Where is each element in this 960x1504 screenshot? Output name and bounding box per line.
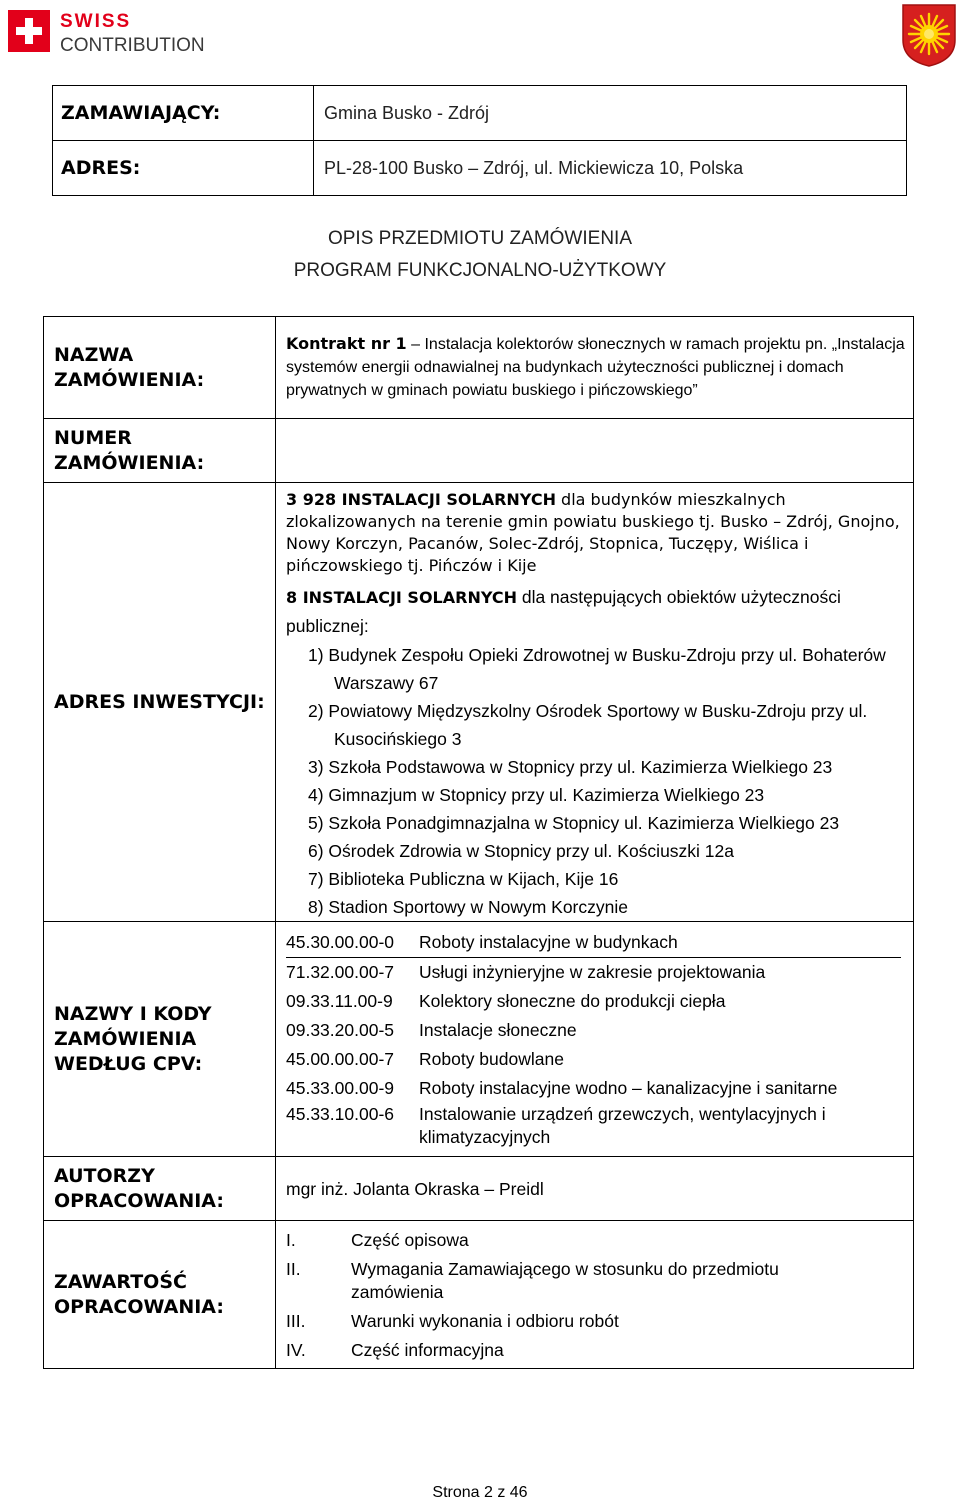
autorzy-label: AUTORZY OPRACOWANIA: (44, 1157, 276, 1221)
table-row (44, 483, 914, 922)
municipal-crest-sun-icon (900, 2, 958, 68)
autorzy-value: mgr inż. Jolanta Okraska – Preidl (276, 1157, 914, 1221)
public-installations-paragraph (286, 583, 907, 641)
table-row (44, 419, 914, 483)
cpv-code: 45.00.00.00-7 (286, 1049, 395, 1069)
cpv-item (286, 1103, 907, 1149)
cpv-code: 71.32.00.00-7 (286, 962, 395, 982)
zawartosc-label: ZAWARTOŚĆ OPRACOWANIA: (44, 1221, 276, 1369)
cpv-code: 09.33.11.00-9 (286, 991, 393, 1011)
logo-line-1: SWISS (60, 11, 132, 32)
cpv-name: Kolektory słoneczne do produkcji ciepła (419, 991, 726, 1011)
cpv-name: Roboty instalacyjne wodno – kanalizacyjne i sanitarne (419, 1078, 838, 1098)
cpv-name: Instalowanie urządzeń grzewczych, wentylacyjnych i klimatyzacyjnych (419, 1104, 826, 1147)
document-title: OPIS PRZEDMIOTU ZAMÓWIENIA (327, 228, 632, 249)
content-item-number: IV. (286, 1340, 306, 1360)
table-row (44, 1157, 914, 1221)
list-item: 2) Powiatowy Międzyszkolny Ośrodek Sportowy w Busku-Zdroju przy ul. Kusocińskiego 3 (308, 701, 868, 749)
contracting-authority-table (52, 85, 907, 196)
list-item: 8) Stadion Sportowy w Nowym Korczynie (308, 897, 628, 917)
swiss-contribution-logo (8, 8, 218, 56)
list-item: 5) Szkoła Ponadgimnazjalna w Stopnicy ul. Kazimierza Wielkiego 23 (308, 813, 840, 833)
numer-zamowienia-value (276, 419, 914, 483)
table-row (44, 922, 914, 1157)
cpv-code: 45.33.00.00-9 (286, 1078, 395, 1098)
adres-label: ADRES: (53, 141, 314, 196)
zamawiajacy-label: ZAMAWIAJĄCY: (53, 86, 314, 141)
cpv-name: Instalacje słoneczne (419, 1020, 577, 1040)
cpv-name: Usługi inżynieryjne w zakresie projektowania (419, 962, 766, 982)
cpv-item (286, 1016, 907, 1045)
cpv-item (286, 987, 907, 1016)
adres-inwestycji-label: ADRES INWESTYCJI: (44, 483, 276, 922)
nazwa-zamowienia-label: NAZWA ZAMÓWIENIA: (44, 317, 276, 419)
document-subtitle: PROGRAM FUNKCJONALNO-UŻYTKOWY (293, 260, 667, 281)
nazwa-zamowienia-value (276, 317, 914, 419)
public-installations-count: 8 INSTALACJI SOLARNYCH (286, 588, 517, 607)
zawartosc-list (276, 1221, 914, 1369)
contract-description: – Instalacja kolektorów słonecznych w ramach projektu pn. „Instalacja systemów energii odnawialnej na budynkach użyteczności publicznej i domach prywatnych w gminach powiatu buskiego i pińczowskiego” (286, 336, 905, 399)
table-row (44, 317, 914, 419)
order-details-table (43, 316, 914, 1369)
content-item-text: Wymagania Zamawiającego w stosunku do przedmiotu zamówienia (351, 1259, 779, 1302)
public-buildings-list (286, 641, 907, 921)
list-item: 1) Budynek Zespołu Opieki Zdrowotnej w Busku-Zdroju przy ul. Bohaterów Warszawy 67 (308, 645, 886, 693)
cpv-list (276, 922, 914, 1157)
list-item: 7) Biblioteka Publiczna w Kijach, Kije 16 (308, 869, 619, 889)
list-item: 6) Ośrodek Zdrowia w Stopnicy przy ul. Kościuszki 12a (308, 841, 734, 861)
table-row (53, 86, 907, 141)
table-row (44, 1221, 914, 1369)
content-item-number: I. (286, 1230, 296, 1250)
swiss-cross-icon (8, 10, 50, 52)
page-number: Strona 2 z 46 (432, 1484, 528, 1501)
content-item (286, 1339, 907, 1362)
cpv-name: Roboty instalacyjne w budynkach (419, 932, 678, 952)
content-item-number: III. (286, 1311, 306, 1331)
content-item-number: II. (286, 1259, 301, 1279)
cpv-name: Roboty budowlane (419, 1049, 564, 1069)
content-item (286, 1310, 907, 1333)
cpv-item (286, 928, 901, 958)
list-item: 4) Gimnazjum w Stopnicy przy ul. Kazimierza Wielkiego 23 (308, 785, 765, 805)
cpv-item (286, 1045, 907, 1074)
private-installations-count: 3 928 INSTALACJI SOLARNYCH (286, 490, 556, 509)
numer-zamowienia-label: NUMER ZAMÓWIENIA: (44, 419, 276, 483)
content-item (286, 1258, 907, 1304)
content-item (286, 1229, 907, 1252)
table-row (53, 141, 907, 196)
content-item-text: Warunki wykonania i odbioru robót (351, 1311, 619, 1331)
cpv-code: 45.33.10.00-6 (286, 1104, 395, 1124)
content-item-text: Część informacyjna (351, 1340, 504, 1360)
contract-number: Kontrakt nr 1 (286, 334, 407, 353)
cpv-item (286, 958, 907, 987)
private-installations-text: dla budynków mieszkalnych zlokalizowanych na terenie gmin powiatu buskiego tj. Busko – Zdrój, Gnojno, Nowy Korczyn, Pacanów, Solec-Zdrój, Stopnica, Tuczępy, Wiślica i pińczowskiego tj. Pińczów i Kije (286, 490, 900, 575)
cpv-code: 09.33.20.00-5 (286, 1020, 395, 1040)
zamawiajacy-value: Gmina Busko - Zdrój (314, 86, 907, 141)
adres-value: PL-28-100 Busko – Zdrój, ul. Mickiewicza 10, Polska (314, 141, 907, 196)
adres-inwestycji-value (276, 483, 914, 922)
cpv-item (286, 1074, 907, 1103)
private-installations-paragraph (286, 489, 907, 577)
list-item: 3) Szkoła Podstawowa w Stopnicy przy ul. Kazimierza Wielkiego 23 (308, 757, 833, 777)
content-item-text: Część opisowa (351, 1230, 469, 1250)
public-installations-text: dla następujących obiektów użyteczności publicznej: (286, 587, 841, 636)
cpv-label: NAZWY I KODY ZAMÓWIENIA WEDŁUG CPV: (44, 922, 276, 1157)
cpv-code: 45.30.00.00-0 (286, 932, 395, 952)
logo-line-2: CONTRIBUTION (60, 35, 205, 56)
